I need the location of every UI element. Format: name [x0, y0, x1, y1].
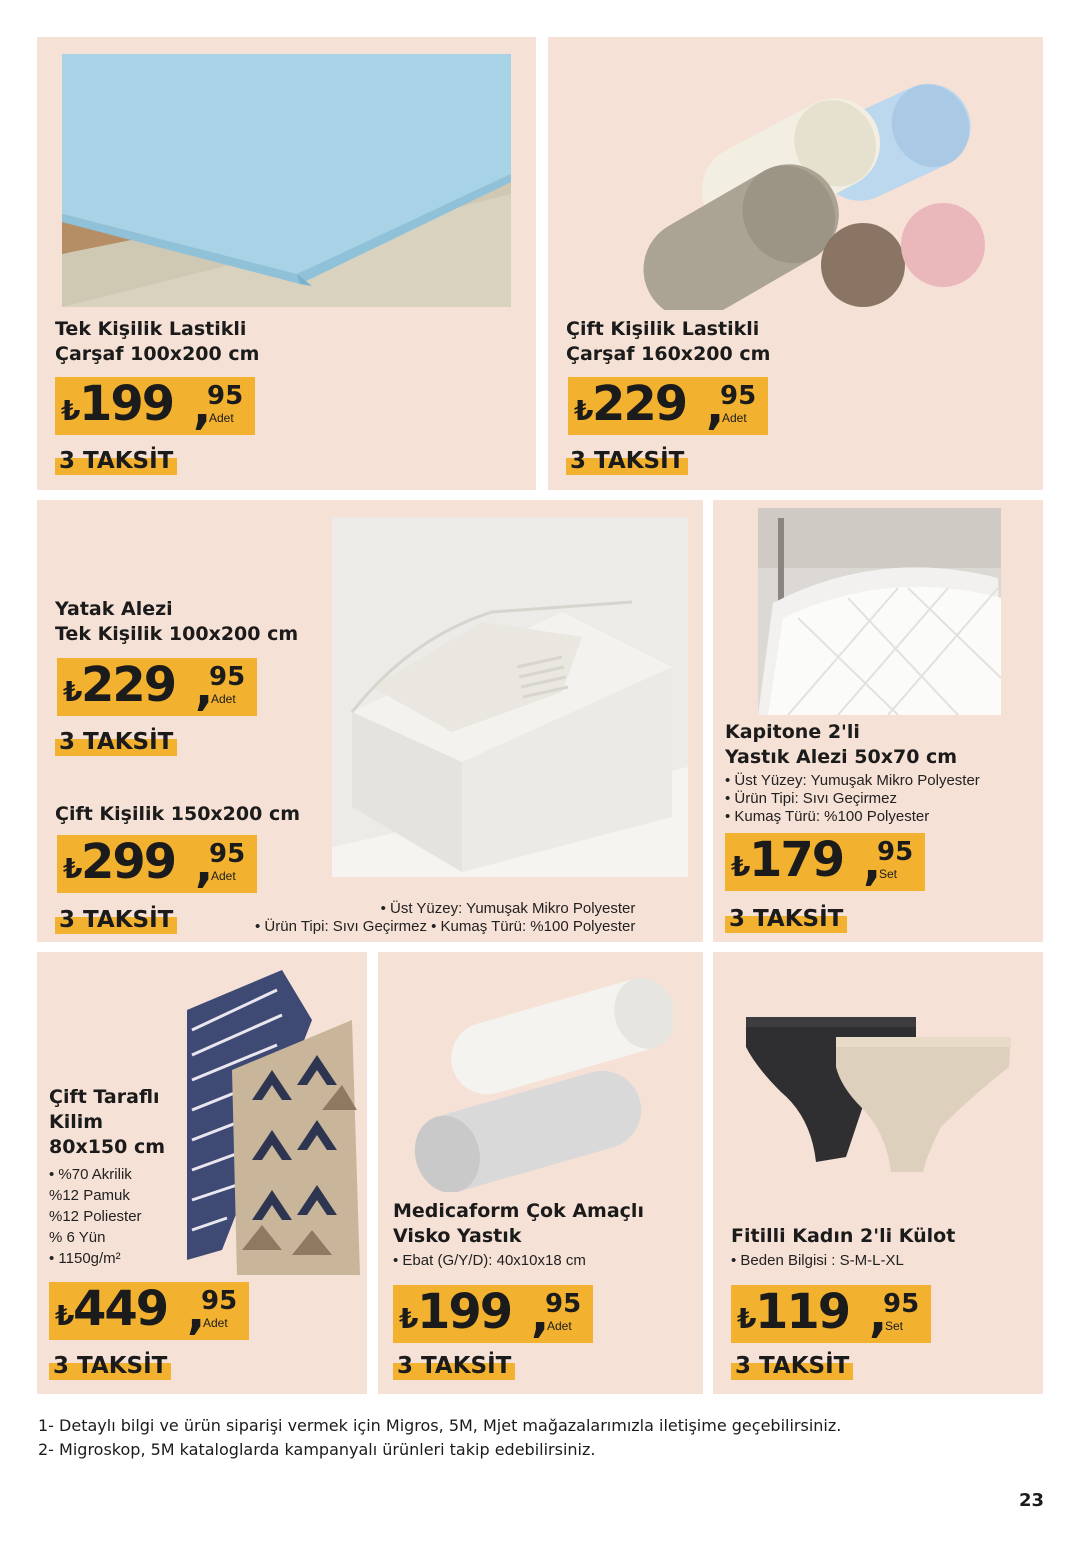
product-title: Tek Kişilik Lastikli Çarşaf 100x200 cm: [55, 318, 260, 365]
price-badge: ₺ 119 , 95 Set: [731, 1285, 931, 1343]
product-title: Yatak Alezi Tek Kişilik 100x200 cm: [55, 598, 299, 645]
product-title: Kapitone 2'li Yastık Alezi 50x70 cm: [725, 721, 958, 768]
installment-label-variant: 3 TAKSİT: [55, 906, 177, 934]
mattress-protector-image: [332, 517, 688, 877]
price-badge: ₺ 229 , 95 Adet: [57, 658, 257, 716]
installment-label: 3 TAKSİT: [725, 905, 847, 933]
installment-label: 3 TAKSİT: [393, 1352, 515, 1380]
installment-label: 3 TAKSİT: [49, 1352, 171, 1380]
installment-label: 3 TAKSİT: [566, 447, 688, 475]
product-title: Medicaform Çok Amaçlı Visko Yastık: [393, 1200, 644, 1247]
product-features: • Ebat (G/Y/D): 40x10x18 cm: [393, 1252, 586, 1269]
price-badge: ₺ 229 , 95 Adet: [568, 377, 768, 435]
price-badge: ₺ 199 , 95 Adet: [393, 1285, 593, 1343]
product-card-visco-pillow[interactable]: [378, 952, 703, 1394]
product-card-mattress-protector[interactable]: [37, 500, 703, 942]
product-card-rug[interactable]: [37, 952, 367, 1394]
product-title: Fitilli Kadın 2'li Külot: [731, 1225, 956, 1247]
product-features: • Üst Yüzey: Yumuşak Mikro Polyester • Ürün Tipi: Sıvı Geçirmez • Kumaş Türü: %100 Polyester: [725, 772, 980, 825]
price-badge-variant: ₺ 299 , 95 Adet: [57, 835, 257, 893]
product-variant-title: Çift Kişilik 150x200 cm: [55, 803, 301, 825]
product-title: Çift Taraflı Kilim 80x150 cm: [49, 1086, 166, 1158]
product-title: Çift Kişilik Lastikli Çarşaf 160x200 cm: [566, 318, 771, 365]
price-badge: ₺ 179 , 95 Set: [725, 833, 925, 891]
installment-label: 3 TAKSİT: [55, 728, 177, 756]
installment-label: 3 TAKSİT: [55, 447, 177, 475]
product-features: • %70 Akrilik %12 Pamuk %12 Poliester % 6 Yün • 1150g/m²: [49, 1166, 142, 1267]
footnote-1: 1- Detaylı bilgi ve ürün siparişi vermek için Migros, 5M, Mjet mağazalarımızla iletişime geçebilirsiniz.: [38, 1416, 842, 1435]
women-briefs-image: [741, 1007, 1016, 1182]
quilted-pillow-protector-image: [758, 508, 1001, 715]
product-card-briefs[interactable]: [713, 952, 1043, 1394]
page-number: 23: [1018, 1490, 1044, 1511]
product-features: • Üst Yüzey: Yumuşak Mikro Polyester • Ürün Tipi: Sıvı Geçirmez • Kumaş Türü: %100 Polyester: [255, 900, 636, 935]
product-card-fitted-sheet-single[interactable]: [37, 37, 536, 490]
product-card-fitted-sheet-double[interactable]: [548, 37, 1043, 490]
footnote-2: 2- Migroskop, 5M kataloglarda kampanyalı ürünleri takip edebilirsiniz.: [38, 1440, 596, 1459]
double-sided-rug-image: [182, 960, 362, 1282]
installment-label: 3 TAKSİT: [731, 1352, 853, 1380]
product-card-pillow-protector[interactable]: [713, 500, 1043, 942]
product-features: • Beden Bilgisi : S-M-L-XL: [731, 1252, 904, 1269]
visco-pillow-image: [408, 977, 673, 1192]
price-badge: ₺ 449 , 95 Adet: [49, 1282, 249, 1340]
price-badge: ₺ 199 , 95 Adet: [55, 377, 255, 435]
fitted-sheet-mattress-image: [62, 54, 511, 307]
rolled-sheets-image: [633, 65, 993, 310]
